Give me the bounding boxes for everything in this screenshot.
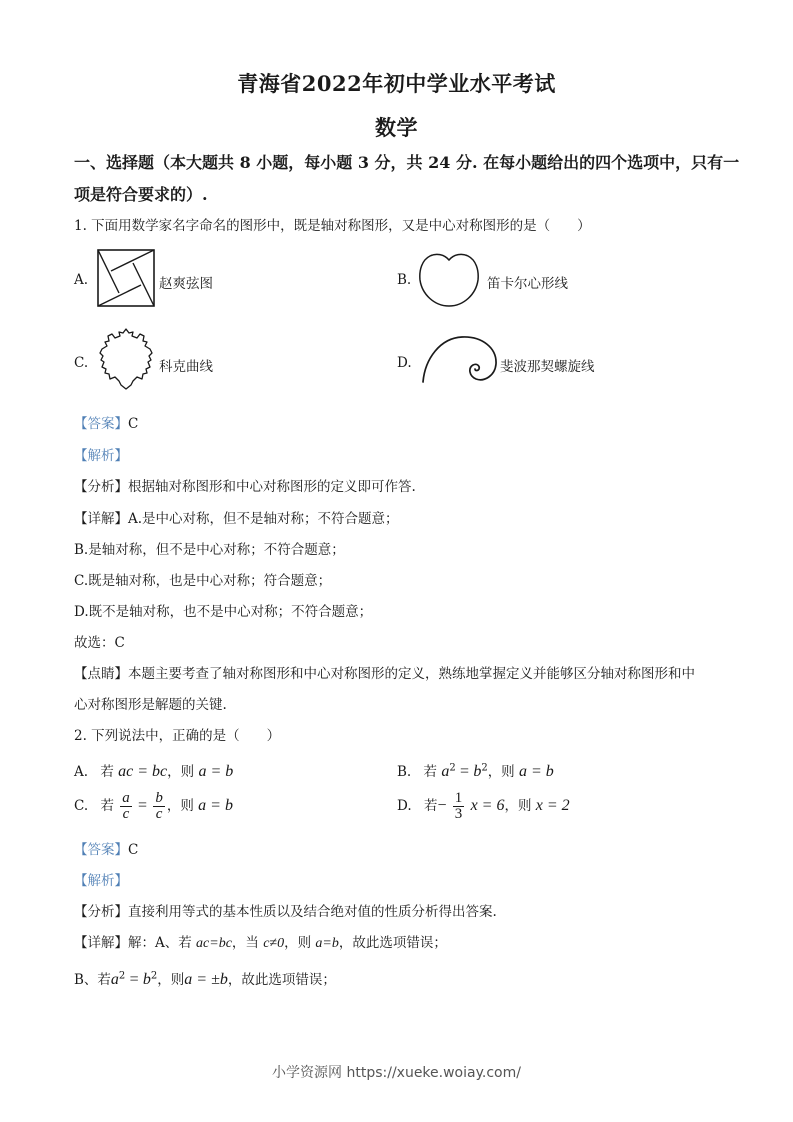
zhao-shuang-chord-diagram-icon (97, 249, 155, 307)
answer-tag: 【答案】 (74, 842, 128, 858)
q2-option-c (74, 791, 233, 822)
var-b: b (473, 763, 482, 780)
option-label: C. (74, 798, 89, 814)
q2-stem: 2. 下列说法中，正确的是（ ） (74, 728, 281, 744)
conclusion: a = b (198, 797, 233, 814)
conclusion: a = ±b (184, 971, 228, 988)
fraction (453, 791, 465, 822)
math: c≠0 (263, 936, 285, 951)
equals: = (459, 763, 470, 780)
numerator: a (122, 790, 130, 806)
minus-sign: − (437, 797, 447, 814)
q2-fenxi (74, 900, 497, 920)
dianjing-text: 本题主要考查了轴对称图形和中心对称图形的定义，熟练地掌握定义并能够区分轴对称图形和中 (128, 666, 695, 682)
xiangjie-tag: 【详解】 (74, 511, 128, 527)
fenxi-tag: 【分析】 (74, 479, 128, 495)
q1-option-c-label: C. (74, 355, 89, 371)
section-heading-line2: 项是符合要求的）. (74, 185, 208, 204)
ruo: 若 (423, 798, 438, 814)
option-label: A. (74, 764, 89, 780)
q1-analysis-tag: 【解析】 (74, 448, 128, 464)
text: ，故此选项错误； (227, 972, 336, 988)
answer-value: C (128, 416, 139, 432)
q1-option-a-caption: 赵爽弦图 (159, 276, 213, 292)
xiangjie-tag: 【详解】 (74, 935, 128, 951)
equals: = (138, 797, 148, 814)
footer-watermark[interactable]: 小学资源网 https://xueke.woiay.com/ (272, 1065, 521, 1081)
ze: ，则 (487, 764, 515, 780)
answer-tag: 【答案】 (74, 416, 128, 432)
answer-value: C (128, 842, 139, 858)
denominator: c (155, 806, 163, 822)
q2-analysis-tag: 【解析】 (74, 873, 128, 889)
denominator: c (122, 806, 130, 822)
fraction (153, 791, 165, 822)
text: 解：A、若 (128, 935, 197, 951)
condition: ac = bc (118, 763, 168, 780)
numerator: 1 (454, 790, 463, 806)
text: ，当 (231, 935, 264, 951)
fenxi-text: 根据轴对称图形和中心对称图形的定义即可作答. (128, 479, 416, 495)
koch-snowflake-icon (95, 327, 157, 391)
math: a=b (315, 936, 339, 951)
exponent: 2 (118, 970, 126, 982)
q1-option-b-label: B. (397, 272, 412, 288)
text: ，则 (284, 935, 316, 951)
q1-fenxi (74, 475, 416, 495)
q2-option-b (397, 760, 554, 781)
q2-xiangjie-b (74, 968, 336, 989)
denominator: 3 (454, 806, 463, 822)
q1-xiangjie (74, 507, 399, 527)
fenxi-tag: 【分析】 (74, 904, 128, 920)
q1-stem: 1. 下面用数学家名字命名的图形中，既是轴对称图形，又是中心对称图形的是（ ） (74, 218, 591, 234)
equals: = (129, 971, 139, 988)
q1-option-d-label: D. (397, 355, 412, 371)
exam-title: 青海省2022年初中学业水平考试 (237, 71, 556, 96)
numerator: b (155, 790, 163, 806)
ze: ，则 (167, 764, 195, 780)
text: B、若 (74, 972, 111, 988)
final-choice: 故选：C (74, 635, 125, 651)
conclusion: x = 2 (535, 797, 570, 814)
q2-option-a (74, 760, 233, 781)
cardioid-icon (418, 252, 480, 308)
fibonacci-spiral-icon (420, 334, 500, 384)
xiangjie-line: B.是轴对称，但不是中心对称；不符合题意； (74, 542, 345, 558)
exponent: 2 (481, 762, 488, 774)
ze: ，则 (166, 798, 194, 814)
conclusion: a = b (518, 763, 554, 780)
subject-title: 数学 (375, 115, 418, 140)
equation-rest: x = 6 (470, 797, 505, 814)
xiangjie-line: A.是中心对称，但不是轴对称；不符合题意； (128, 511, 399, 527)
xiangjie-line: C.既是轴对称，也是中心对称；符合题意； (74, 573, 332, 589)
q2-option-d (397, 791, 570, 822)
q1-option-d-caption: 斐波那契螺旋线 (500, 359, 595, 375)
option-label: B. (397, 764, 412, 780)
exponent: 2 (150, 970, 158, 982)
dianjing-tag: 【点睛】 (74, 666, 128, 682)
section-heading-line1: 一、选择题（本大题共 8 小题，每小题 3 分，共 24 分. 在每小题给出的四个选项中，只有一 (74, 153, 740, 172)
fraction (120, 791, 132, 822)
fenxi-text: 直接利用等式的基本性质以及结合绝对值的性质分析得出答案. (128, 904, 497, 920)
xiangjie-line: D.既不是轴对称，也不是中心对称；不符合题意； (74, 604, 373, 620)
q2-xiangjie-a (74, 931, 447, 952)
ze: ，则 (504, 798, 532, 814)
q1-option-b-caption: 笛卡尔心形线 (487, 276, 568, 292)
text: ，则 (157, 972, 185, 988)
option-label: D. (397, 798, 412, 814)
q1-option-a-label: A. (74, 272, 89, 288)
q1-dianjing-line1 (74, 662, 695, 682)
exponent: 2 (449, 762, 456, 774)
ruo: 若 (100, 798, 114, 814)
q1-dianjing-line2: 心对称图形是解题的关键. (74, 697, 227, 713)
ruo: 若 (100, 764, 114, 780)
q2-answer (74, 838, 138, 858)
var-a: a (110, 971, 119, 988)
math: ac=bc (196, 936, 232, 951)
conclusion: a = b (198, 763, 234, 780)
ruo: 若 (423, 764, 438, 780)
var-b: b (142, 971, 151, 988)
q1-option-c-caption: 科克曲线 (159, 359, 213, 375)
text: ，故此选项错误； (338, 935, 447, 951)
q1-answer (74, 412, 138, 432)
var-a: a (441, 763, 450, 780)
